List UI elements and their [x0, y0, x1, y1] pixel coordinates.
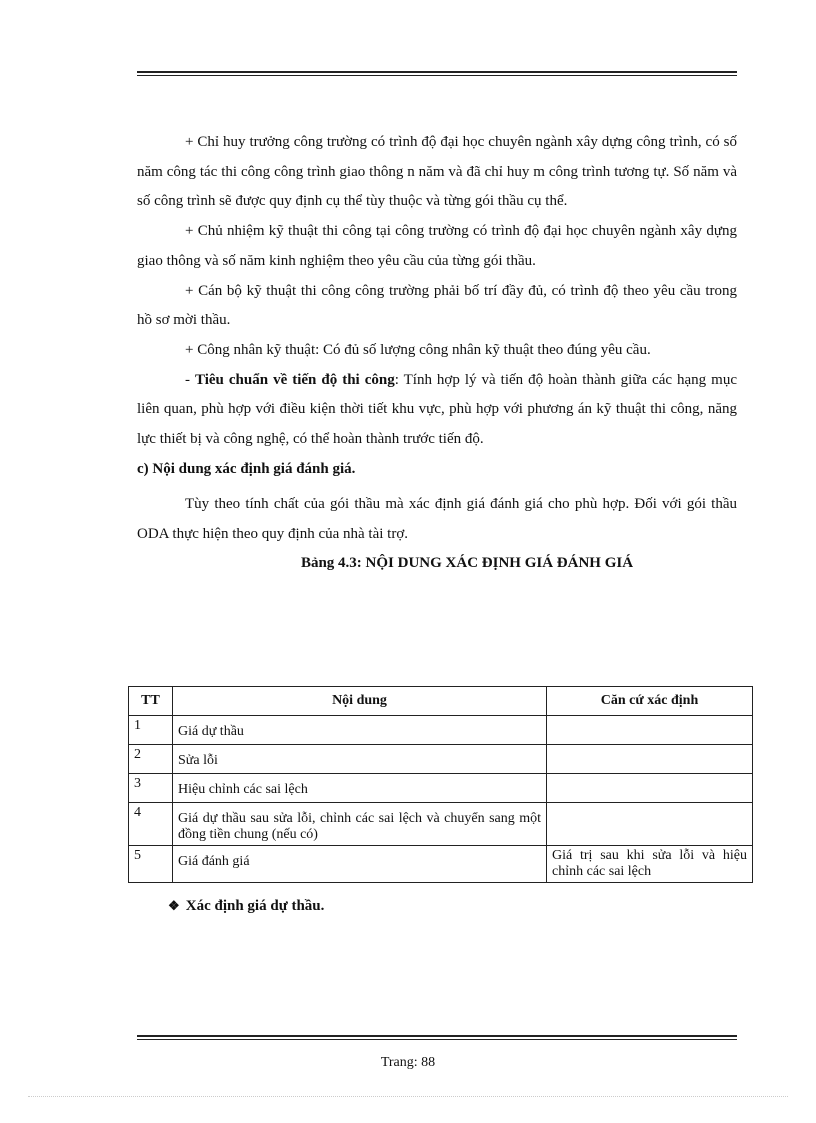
- row-basis: [547, 745, 753, 774]
- row-basis: Giá trị sau khi sửa lỗi và hiệu chỉnh các sai lệch: [547, 846, 753, 883]
- header-basis: Căn cứ xác định: [547, 687, 753, 716]
- paragraph: + Cán bộ kỹ thuật thi công công trường phải bố trí đầy đủ, có trình độ theo yêu cầu trong hồ sơ mời thầu.: [137, 282, 737, 329]
- row-number: 3: [129, 774, 173, 803]
- row-number: 5: [129, 846, 173, 883]
- row-basis: [547, 803, 753, 846]
- table-row: [129, 803, 753, 846]
- page-footer: [0, 1055, 816, 1071]
- table-row: [129, 774, 753, 803]
- row-number: 4: [129, 803, 173, 846]
- schedule-criteria-term: Tiêu chuẩn về tiến độ thi công: [195, 371, 395, 388]
- table-row: [129, 745, 753, 774]
- page-label: Trang:: [380, 1055, 418, 1070]
- paragraph: + Chủ nhiệm kỹ thuật thi công tại công trường có trình độ đại học chuyên ngành xây dựng giao thông và số năm kinh nghiệm theo yêu cầu của từng gói thầu.: [137, 223, 737, 269]
- section-c-heading: c) Nội dung xác định giá đánh giá.: [137, 460, 356, 477]
- section-c-intro: Tùy theo tính chất của gói thầu mà xác định giá đánh giá cho phù hợp. Đối với gói thầu ODA thực hiện theo quy định của nhà tài trợ.: [137, 496, 737, 543]
- bid-price-bullet: [168, 898, 324, 915]
- row-number: 2: [129, 745, 173, 774]
- row-content: Giá đánh giá: [173, 846, 547, 883]
- page-number: 88: [421, 1055, 436, 1070]
- row-basis: [547, 774, 753, 803]
- schedule-prefix: -: [185, 371, 195, 388]
- table-row: [129, 846, 753, 883]
- row-content: Sửa lỗi: [173, 745, 547, 774]
- paragraph: + Chỉ huy trưởng công trường có trình độ đại học chuyên ngành xây dựng công trình, có số năm công tác thi công công trình giao thông n năm và đã chỉ huy m công trình tương tự. Số năm và số công trình sẽ được quy định cụ thể tùy thuộc và từng gói thầu cụ thể.: [137, 134, 737, 210]
- footer-rule: [137, 1035, 737, 1040]
- header-rule: [137, 71, 737, 76]
- paragraph: + Công nhân kỹ thuật: Có đủ số lượng công nhân kỹ thuật theo đúng yêu cầu.: [185, 341, 651, 358]
- row-content: Giá dự thầu: [173, 716, 547, 745]
- row-number: 1: [129, 716, 173, 745]
- table-header-row: [129, 687, 753, 716]
- row-content: Hiệu chỉnh các sai lệch: [173, 774, 547, 803]
- table-caption-number: Bảng 4.3: [300, 554, 357, 571]
- schedule-criteria-text: : Tính hợp lý và tiến độ hoàn thành giữa các hạng mục liên quan, phù hợp với điều kiện thời tiết khu vực, phù hợp với phương án kỹ thuật thi công, năng lực thiết bị và công nghệ, có thể hoàn thành trước tiến độ.: [137, 371, 738, 448]
- bullet-text: Xác định giá dự thầu.: [185, 898, 325, 914]
- header-tt: TT: [129, 687, 173, 716]
- row-content: Giá dự thầu sau sửa lỗi, chỉnh các sai lệch và chuyển sang một đồng tiền chung (nếu có): [173, 803, 547, 846]
- body-text: [137, 128, 737, 576]
- evaluation-price-table: [128, 686, 753, 883]
- table-caption-title: : NỘI DUNG XÁC ĐỊNH GIÁ ĐÁNH GIÁ: [356, 554, 634, 571]
- row-basis: [547, 716, 753, 745]
- four-diamond-bullet-icon: ❖: [168, 898, 180, 913]
- page-edge-divider: [28, 1096, 788, 1097]
- schedule-criteria-paragraph: [137, 366, 737, 455]
- table-caption: [137, 550, 737, 576]
- header-content: Nội dung: [173, 687, 547, 716]
- table-row: [129, 716, 753, 745]
